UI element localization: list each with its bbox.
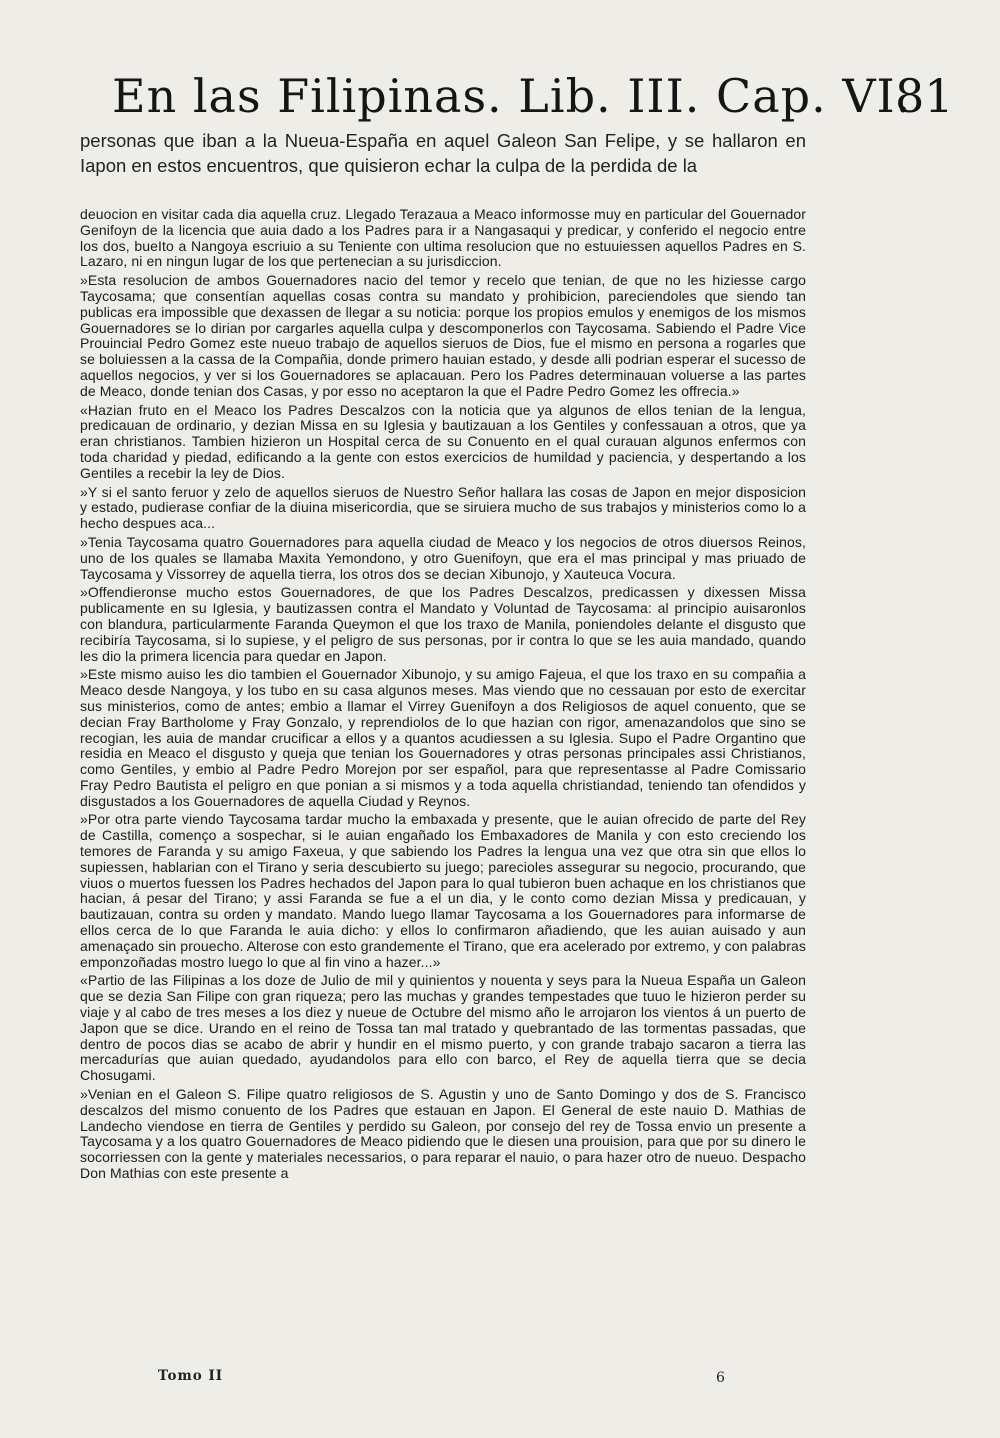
paragraph: »Por otra parte viendo Taycosama tardar mucho la embaxada y presente, que le auian ofrecido de parte del Rey de Castilla, començo a sospechar, si le auian engañado los Embaxadores de Manila y con esto creciendo los temores de Faranda y su amigo Faxeua, y que sabiendo los Padres la lengua una vez que otra sin que ellos lo supiessen, hablarian con el Tirano y seria descubierto su juego; parecioles assegurar su negocio, procurando, que viuos o muertos fuessen los Padres hechados del Japon para lo qual tubieron buen achaque en los christianos que hacian, á pesar del Tirano; y assi Faranda se fue a el un dia, y le conto como dezian Missa y predicauan, y bautizauan, contra su orden y mandato. Mando luego llamar Taycosama a los Gouernadores para informarse de ellos cerca de lo que Faranda le auia dicho: y ellos lo confirmaron añadiendo, que les auian auisado y aun amenaçado sin prouecho. Alterose con esto grandemente el Tirano, que era acelerado por extremo, y con palabras emponzoñadas mostro luego lo que al fin vino a hazer...»: [80, 811, 806, 970]
body-text: [80, 207, 806, 1357]
page-number: 81: [895, 69, 954, 123]
paragraph: »Y si el santo feruor y zelo de aquellos sieruos de Nuestro Señor hallara las cosas de Japon en mejor disposicion y estado, pudierase confiar de la diuina misericordia, que se siruiera mucho de sus trabajos y ministerios como lo a hecho despues aca...: [80, 483, 806, 532]
paragraph: «Partio de las Filipinas a los doze de Julio de mil y quinientos y nouenta y seys para la Nueua España un Galeon que se dezia San Filipe con gran riqueza; pero las muchas y grandes tempestades que tuuo le hizieron perder su viaje y al cabo de tres meses a los diez y nueue de Octubre del mismo año le arrojaron los vientos á un puerto de Japon que se dice. Urando en el reino de Tossa tan mal tratado y quebrantado de las tormentas passadas, que dentro de pocos dias se acabo de abrir y hundir en el mismo puerto, y con grande trabajo sacaron a tierra las mercadurías que auian quedado, ayudandolos para ello con barco, el Rey de aquella tierra que se decia Chosugami.: [80, 972, 806, 1084]
intro-text: personas que iban a la Nueua-España en aquel Galeon San Felipe, y se hallaron en Iapon en estos encuentros, que quisieron echar la culpa de la perdida de la: [80, 130, 806, 176]
paragraph: »Esta resolucion de ambos Gouernadores nacio del temor y recelo que tenian, de que no les hiziesse cargo Taycosama; que consentían aquellas cosas contra su mandato y prohibicion, pareciendoles que siendo tan publicas era impossible que dexassen de llegar a su noticia: porque los propios emulos y enemigos de los mismos Gouernadores se lo dirian por cargarles aquella culpa y descomponerlos con Taycosama. Sabiendo el Padre Vice Prouincial Pedro Gomez este nueuo trabajo de aquellos sieruos de Dios, fue el mismo en persona a rogarles que se boluiessen a la cassa de la Compañia, donde primero hauian estado, y desde alli podrian esperar el sucesso de aquellos negocios, y ver si los Gouernadores se aplacauan. Pero los Padres determinauan voluerse a las partes de Meaco, donde tenian dos Casas, y por esso no aceptaron la que el Padre Pedro Gomez les offrecia.»: [80, 272, 806, 399]
running-header: En las Filipinas. Lib. III. Cap. VI.: [112, 69, 912, 123]
paragraph: «Hazian fruto en el Meaco los Padres Descalzos con la noticia que ya algunos de ellos tenian de la lengua, predicauan de ordinario, y dezian Missa en su Iglesia y bautizauan a los Gentiles y confessauan a otros, que ya eran christianos. Tambien hizieron un Hospital cerca de su Conuento en el qual curauan algunos enfermos con toda charidad y piedad, edificando a la gente con estos exercicios de humildad y paciencia, y despertando a los Gentiles a recebir la ley de Dios.: [80, 401, 806, 481]
paragraph: »Este mismo auiso les dio tambien el Gouernador Xibunojo, y su amigo Fajeua, el que los traxo en su compañia a Meaco desde Nangoya, y los tubo en su casa algunos meses. Mas viendo que no cessauan por esto de exercitar sus ministerios, como de antes; embio a llamar el Virrey Guenifoyn a dos Religiosos de aquel conuento, que se decian Fray Bartholome y Fray Gonzalo, y reprendiolos de lo que hazian con rigor, amenazandolos que sino se recogian, les auia de mandar crucificar a ellos y a quantos acudiessen a su Iglesia. Supo el Padre Organtino que residia en Meaco el disgusto y queja que tenian los Gouernadores y otras personas principales assi Christianos, como Gentiles, y embio al Padre Pedro Morejon por ser español, para que representasse al Padre Comissario Fray Pedro Bautista el peligro en que ponian a si mismos y a toda aquella christiandad, teniendo tan ofendidos y disgustados a los Gouernadores de aquella Ciudad y Reynos.: [80, 666, 806, 809]
volume-label: Tomo II: [158, 1368, 224, 1384]
paragraph: »Offendieronse mucho estos Gouernadores, de que los Padres Descalzos, predicassen y dixessen Missa publicamente en su Iglesia, y bautizassen contra el Mandato y Voluntad de Taycosama: al principio auisaronlos con blandura, particularmente Faranda Queymon el que los traxo de Manila, poniendoles delante el disgusto que recibiría Taycosama, si lo supiese, y el peligro de sus personas, por ir contra lo que se les auia mandado, quando les dio la primera licencia para quedar en Japon.: [80, 584, 806, 664]
paragraph: »Tenia Taycosama quatro Gouernadores para aquella ciudad de Meaco y los negocios de otros diuersos Reinos, uno de los quales se llamaba Maxita Yemondono, y otro Guenifoyn, que era el mas principal y mas priuado de Taycosama y Vissorrey de aquella tierra, los otros dos se decian Xibunojo, y Xauteuca Vocura.: [80, 533, 806, 582]
paragraph: deuocion en visitar cada dia aquella cruz. Llegado Terazaua a Meaco informosse muy en particular del Gouernador Genifoyn de la licencia que auia dado a los Padres para ir a Nangasaqui y predicar, y conferido el negocio entre los dos, bueIto a Nangoya escriuio a su Teniente con ultima resolucion que no estuuiessen aquellos Padres en S. Lazaro, ni en ningun lugar de los que pertenecian a su jurisdiccion.: [80, 207, 806, 270]
paragraph: »Venian en el Galeon S. Filipe quatro religiosos de S. Agustin y uno de Santo Domingo y dos de S. Francisco descalzos del mismo conuento de los Padres que estauan en Japon. El General de este nauio D. Mathias de Landecho viendose en tierra de Gentiles y perdido su Galeon, por consejo del rey de Tossa envio un presente a Taycosama y a los quatro Gouernadores de Meaco pidiendo que le diesen una prouision, para que por su dinero le socorriessen con la gente y materiales necessarios, o para reparar el nauio, o para hazer otro de nueuo. Despacho Don Mathias con este presente a: [80, 1086, 806, 1182]
signature-mark: 6: [716, 1370, 725, 1386]
